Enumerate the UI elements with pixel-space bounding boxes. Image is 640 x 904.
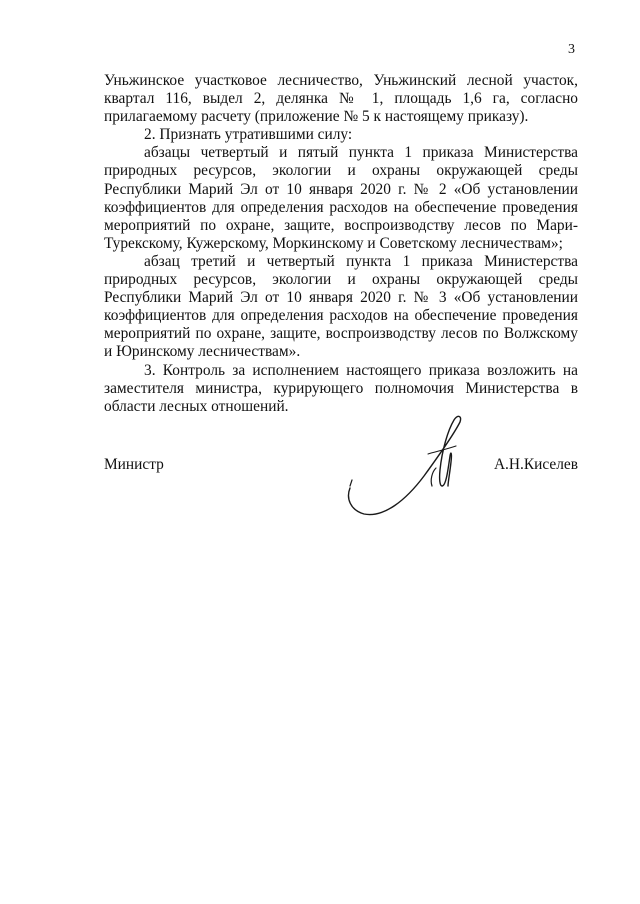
paragraph-continuation: Уньжинское участковое лесничество, Уньжинский лесной участок, квартал 116, выдел 2, делянка № 1, площадь 1,6 га, согласно прилагаемому расчету (приложение № 5 к настоящему приказу).: [104, 72, 578, 126]
paragraph-item-3-control: 3. Контроль за исполнением настоящего приказа возложить на заместителя министра, курирующего полномочия Министерства в области лесных отношений.: [104, 361, 578, 415]
signature-block: [104, 452, 578, 522]
paragraph-item-2: 2. Признать утратившими силу:: [144, 126, 353, 144]
paragraph-repealed-order-3: абзац третий и четвертый пункта 1 приказа Министерства природных ресурсов, экологии и охраны окружающей среды Республики Марий Эл от 10 января 2020 г. № 3 «Об установлении коэффициентов для определения расходов на обеспечение проведения мероприятий по охране, защите, воспроизводству лесов по Волжскому и Юринскому лесничествам».: [104, 252, 578, 361]
handwritten-signature: [344, 410, 474, 522]
signer-name: А.Н.Киселев: [493, 456, 578, 473]
page-number: 3: [568, 42, 575, 57]
signer-title: Министр: [104, 456, 164, 473]
document-body: [104, 72, 578, 416]
paragraph-repealed-order-2: абзацы четвертый и пятый пункта 1 приказа Министерства природных ресурсов, экологии и охраны окружающей среды Республики Марий Эл от 10 января 2020 г. № 2 «Об установлении коэффициентов для определения расходов на обеспечение проведения мероприятий по охране, защите, воспроизводству лесов по Мари-Турекскому, Кужерскому, Моркинскому и Советскому лесничествам»;: [104, 144, 578, 252]
